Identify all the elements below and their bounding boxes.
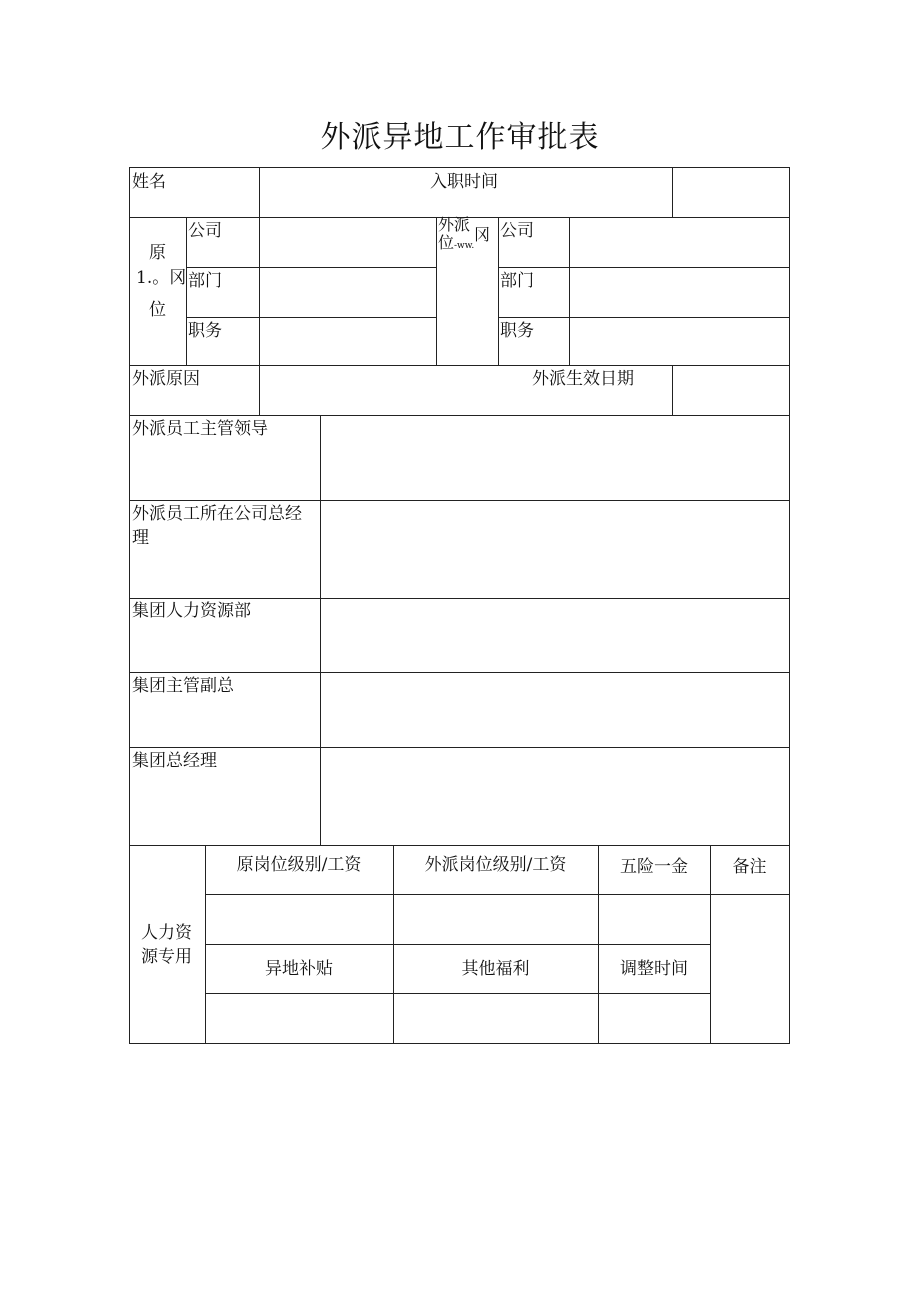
dispatch-company-label: 公司 (500, 221, 534, 241)
insurance-header: 五险一金 (620, 857, 688, 877)
original-label-part: 。冈 (152, 268, 187, 288)
dispatch-position-label-1: 外派 (438, 215, 471, 234)
hire-date-label: 入职时间 (430, 172, 498, 192)
dispatch-reason-label: 外派原因 (132, 369, 200, 389)
approval-supervisor-label: 外派员工主管领导 (132, 419, 268, 439)
dispatch-label-part: 位 (438, 233, 455, 252)
dispatch-level-salary-header: 外派岗位级别/工资 (424, 855, 567, 875)
approval-company-gm-label-cont: 理 (132, 528, 149, 548)
row-divider (130, 500, 789, 501)
approval-vp-label: 集团主管副总 (132, 676, 234, 696)
row-divider (498, 267, 789, 268)
row-divider (186, 317, 436, 318)
dispatch-label-part: -ww. (454, 241, 475, 251)
col-divider (259, 365, 260, 415)
allowance-header: 异地补贴 (265, 959, 333, 979)
row-divider (205, 993, 710, 994)
name-label: 姓名 (132, 172, 166, 192)
col-divider (569, 217, 570, 365)
dispatch-position-field-label: 职务 (500, 321, 534, 341)
original-position-label-2 (136, 267, 186, 289)
original-position-field-label: 职务 (188, 321, 222, 341)
original-department-label: 部门 (188, 271, 222, 291)
row-divider (130, 672, 789, 673)
orig-level-salary-header: 原岗位级别/工资 (236, 855, 362, 875)
approval-form-table (129, 167, 790, 1044)
row-divider (186, 267, 436, 268)
page-title: 外派异地工作审批表 (320, 120, 600, 155)
col-divider (672, 168, 673, 217)
dispatch-effective-date-label: 外派生效日期 (532, 369, 634, 389)
dispatch-position-label-3: 冈 (474, 225, 491, 244)
remarks-header: 备注 (732, 857, 767, 877)
col-divider (672, 365, 673, 415)
col-divider (320, 415, 321, 845)
row-divider (130, 845, 789, 846)
row-divider (205, 944, 710, 945)
col-divider (436, 217, 437, 365)
col-divider (186, 217, 187, 365)
row-divider (130, 598, 789, 599)
row-divider (498, 317, 789, 318)
hr-only-label-1: 人力资 (141, 923, 192, 943)
row-divider (130, 365, 789, 366)
col-divider (259, 168, 260, 217)
row-divider (130, 415, 789, 416)
original-position-label-3: 位 (149, 300, 166, 320)
hr-only-label-2: 源专用 (141, 947, 192, 967)
approval-hr-dept-label: 集团人力资源部 (132, 601, 251, 621)
approval-company-gm-label: 外派员工所在公司总经 (132, 504, 302, 524)
adjust-time-header: 调整时间 (620, 959, 688, 979)
dispatch-position-label-2 (438, 234, 474, 255)
col-divider (498, 217, 499, 365)
row-divider (205, 894, 789, 895)
col-divider (259, 217, 260, 365)
original-position-label-1: 原 (149, 243, 166, 263)
approval-group-gm-label: 集团总经理 (132, 751, 217, 771)
other-benefits-header: 其他福利 (461, 959, 530, 979)
dispatch-department-label: 部门 (500, 271, 534, 291)
original-company-label: 公司 (188, 221, 222, 241)
row-divider (130, 747, 789, 748)
original-label-part: 1. (136, 268, 153, 288)
